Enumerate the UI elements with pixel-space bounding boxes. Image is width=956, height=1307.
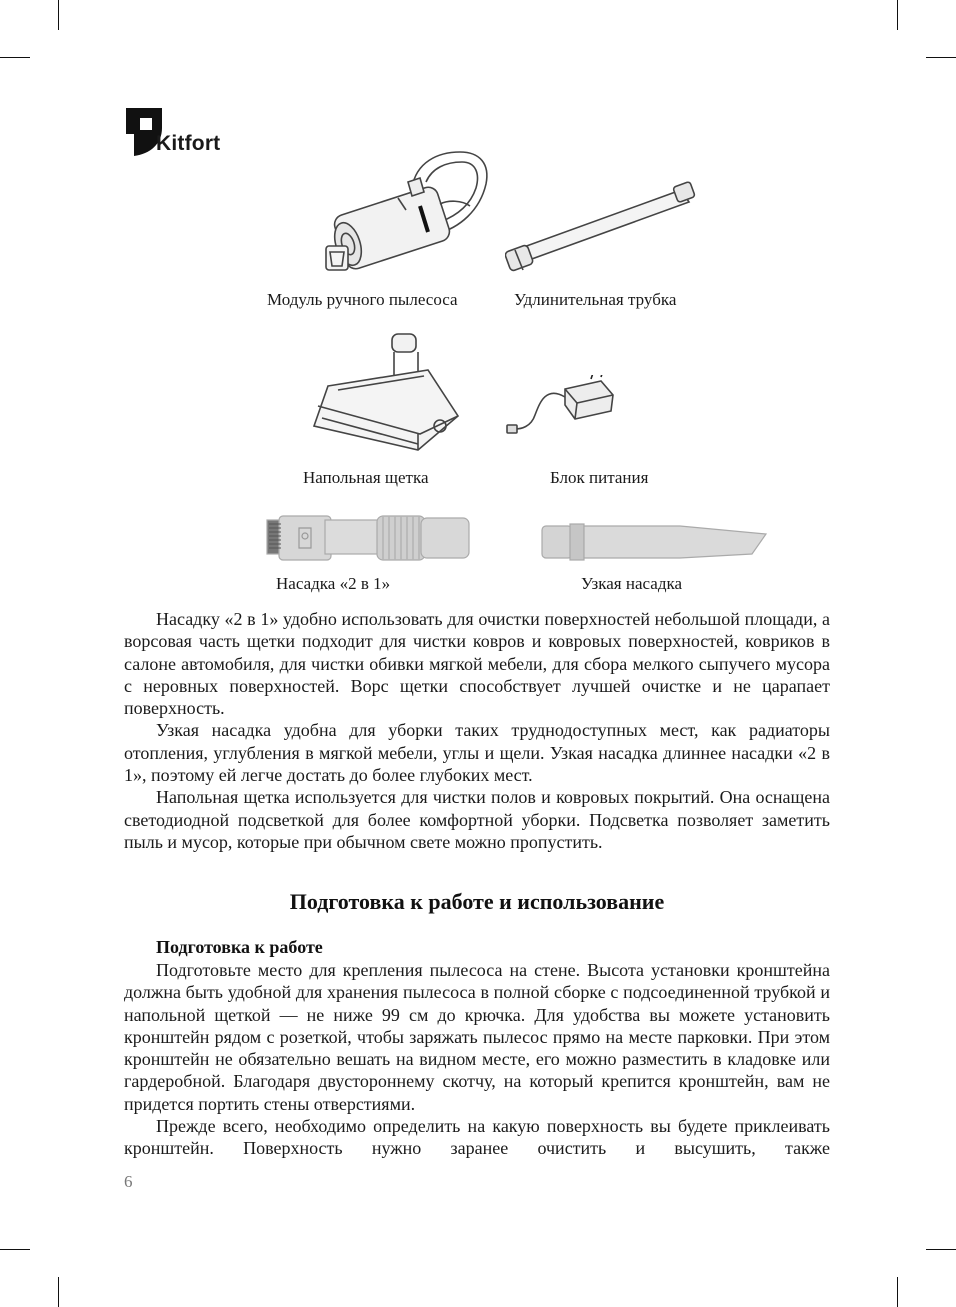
caption-extension-tube: Удлинительная трубка [514,290,677,309]
handheld-vacuum-illustration [320,148,495,278]
paragraph: Узкая насадка удобна для уборки таких труднодоступных мест, как радиаторы отопления, углубления в мягкой мебели, углы и щели. Узкая насадка длиннее насадки «2 в 1», поэтому ей легче достать до более глубоких мест. [124,720,830,786]
paragraph: Подготовьте место для крепления пылесоса на стене. Высота установки кронштейна должна быть удобной для хранения пылесоса в полной сборке с подсоединенной трубкой и напольной щеткой — не ниже 99 см до крючка. Для удобства вы можете установить кронштейн рядом с розеткой, чтобы заряжать пылесос прямо на месте парковки. При этом кронштейн не обязательно вешать на видном месте, его можно разместить в кладовке или гардеробной. Благодаря двустороннему скотчу, на который крепится кронштейн, вам не придется портить стены отверстиями. [124,960,830,1114]
caption-two-in-one-nozzle: Насадка «2 в 1» [276,574,391,593]
two-in-one-nozzle-illustration [265,510,475,568]
extension-tube-illustration [505,180,700,275]
caption-power-supply: Блок питания [550,468,649,487]
crop-mark [926,1249,956,1250]
paragraph: Прежде всего, необходимо определить на какую поверхность вы будете приклеивать кронштейн. Поверхность нужно заранее очистить и высушить, также [124,1116,830,1159]
paragraph: Напольная щетка используется для чистки полов и ковровых покрытий. Она оснащена светодиодной подсветкой для более комфортной уборки. Подсветка позволяет заметить пыль и мусор, которые при обычном свете можно пропустить. [124,787,830,852]
crop-mark [897,0,898,30]
crop-mark [0,1249,30,1250]
paragraph: Насадку «2 в 1» удобно использовать для очистки поверхностей небольшой площади, а ворсовая часть щетки подходит для чистки ковров и ковровых поверхностей, ковриков в салоне автомобиля, для чистки обивки мягкой мебели, для сбора мелкого сыпучего мусора с неровных поверхностей. Ворс щетки способствует лучшей очистке и не царапает поверхность. [124,609,830,719]
floor-brush-illustration [308,330,468,455]
brand-logo [126,108,220,156]
subheading: Подготовка к работе [156,937,323,957]
crop-mark [926,57,956,58]
caption-handheld-module: Модуль ручного пылесоса [267,290,458,309]
crop-mark [58,0,59,30]
crevice-nozzle-illustration [540,518,768,568]
crop-mark [897,1277,898,1307]
caption-crevice-nozzle: Узкая насадка [581,574,683,593]
page-number: 6 [124,1172,133,1191]
brand-name: Kitfort [156,132,221,155]
section-title: Подготовка к работе и использование [289,889,665,914]
crop-mark [0,57,30,58]
caption-floor-brush: Напольная щетка [303,468,429,487]
crop-mark [58,1277,59,1307]
power-supply-illustration [505,375,620,440]
preparation-text [124,959,830,1160]
nozzles-description [124,608,830,853]
